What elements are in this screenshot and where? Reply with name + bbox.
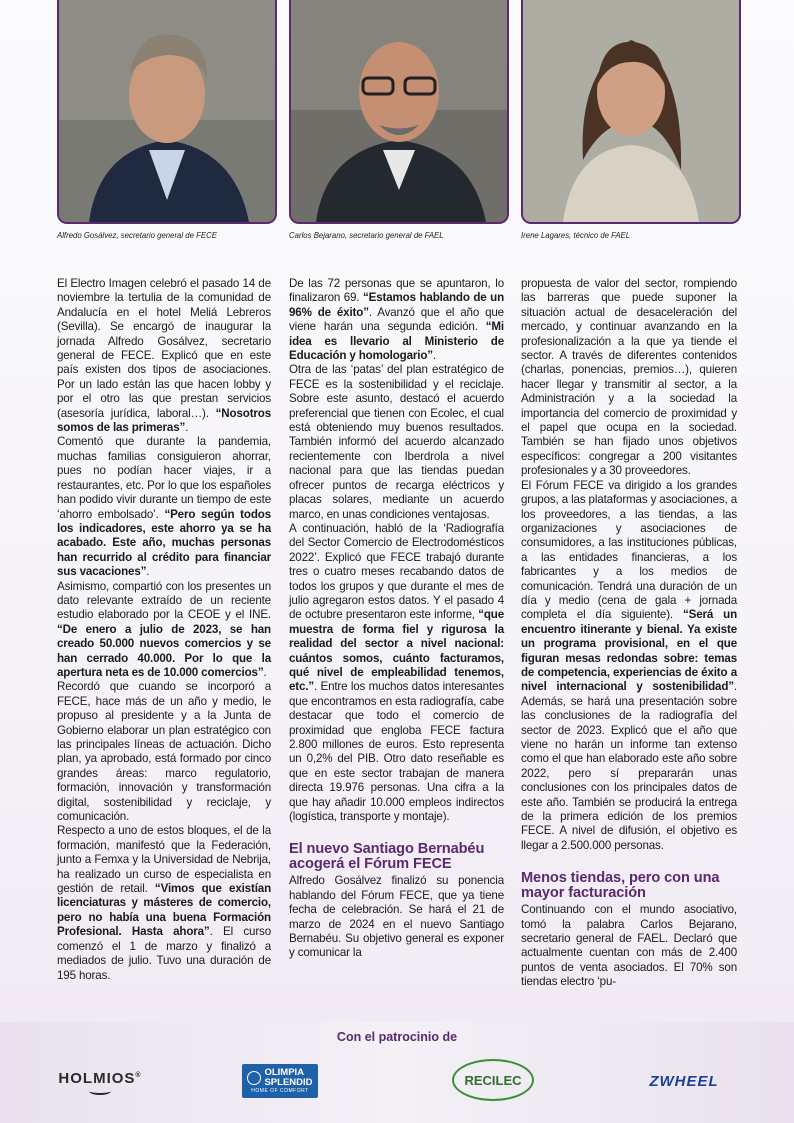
zwheel-logo <box>628 1066 740 1096</box>
paragraph: Asimismo, compartió con los presentes un dato relevante extraído de un reciente estudio elaborado por la CEOE y el INE. “De enero a julio de 2023, se han creado 50.000 nuevos comercios y se han cerrado 40.000. Por lo que la apertura neta es de 10.000 comercios”. <box>57 579 271 679</box>
quote: “Pero según todos los indicadores, este ahorro ya se ha acabado. Este año, muchas personas han recurrido al crédito para financiar sus vacaciones” <box>57 507 271 579</box>
paragraph: Comentó que durante la pandemia, muchas familias consiguieron ahorrar, pues no podían hacer viajes, ir a restaurantes, etc. Por lo que los españoles han podido vivir durante un tiempo de este ‘ahorro embolsado’. “Pero según todos los indicadores, este ahorro ya se ha acabado. Este año, muchas personas han recurrido al crédito para financiar sus vacaciones”. <box>57 435 271 579</box>
paragraph: El Fórum FECE va dirigido a los grandes grupos, a las plataformas y asociaciones, a los proveedores, a las tiendas, a las organizaciones y asociaciones de consumidores, a las instituciones públicas, a las entidades financieras, a los fabricantes y a los medios de comunicación. Tendrá una duración de un día y medio (cena de gala + jornada completa el día siguiente). “Será un encuentro itinerante y bienal. Ya existe un programa provisional, en el que figuran mesas redondas sobre: temas de competencia, experiencias de éxito a nivel internacional y sostenibilidad”. Además, se hará una presentación sobre las conclusiones de la radiografía del sector de 2023. Explicó que el año que viene no harán un informe tan extenso como el que han elaborado este año sobre 2022, pero sí prepararán unas conclusiones con los principales datos de este año. También se producirá la entrega de la primera edición de los premios FECE. A nivel de difusión, el objetivo es llegar a 2.500.000 personas. <box>521 478 738 852</box>
photo-caption: Irene Lagares, técnico de FAEL <box>521 231 631 240</box>
paragraph: A continuación, habló de la ‘Radiografía del Sector Comercio de Electrodomésticos 2022’. Explicó que FECE trabajó durante tres o cuatro meses recabando datos de todos los grupos y que durante el mes de julio agregaron estos datos. Y el pasado 4 de octubre presentaron este informe, “que muestra de forma fiel y rigurosa la realidad del sector a nivel nacional: cuántos somos, cuánto facturamos, qué nivel de empleabilidad tenemos, etc.”. Entre los muchos datos interesantes que encontramos en esta radiografía, cabe destacar que todo el comercio de proximidad que engloba FECE factura 2.800 millones de euros. Esto representa un 0,2% del PIB. Otro dato reseñable es que en este sector trabajan de manera directa 19.976 personas. Una cifra a la que hay añadir 10.000 empleos indirectos (logística, transporte y montaje). <box>289 521 504 824</box>
photo-caption: Alfredo Gosálvez, secretario general de FECE <box>57 231 217 240</box>
olimpia-line-2: SPLENDID <box>264 1077 313 1088</box>
holmios-wordmark: HOLMIOS <box>58 1069 136 1087</box>
article-column-3 <box>521 277 737 990</box>
quote: “Vimos que existían licenciaturas y másteres de comercio, pero no había una buena Formación Profesional. Hasta ahora” <box>57 882 271 939</box>
paragraph: Respecto a uno de estos bloques, el de la formación, manifestó que la Federación, junto a Femxa y la Universidad de Nebrija, ha realizado un curso de especialista en gestión de retail. “Vimos que existían licenciaturas y másteres de comercio, pero no había una buena Formación Profesional. Hasta ahora”. El curso comenzó el 1 de marzo y finalizó a mediados de julio. Tuvo una duración de 195 horas. <box>57 824 272 982</box>
paragraph: Continuando con el mundo asociativo, tomó la palabra Carlos Bejarano, secretario general de FAEL. Declaró que actualmente cuentan con más de 2.400 puntos de venta asociados. El 70% son tiendas electro ‘pu- <box>521 903 737 989</box>
paragraph: El Electro Imagen celebró el pasado 14 de noviembre la tertulia de la comunidad de Andalucía en el hotel Meliá Lebreros (Sevilla). Se encargó de inaugurar la jornada Alfredo Gosálvez, secretario general de FECE. Explicó que en este país existen dos tipos de asociaciones. Por un lado están las que hacen lobby y por el otro las que prestan servicios (asesoría jurídica, laboral…). “Nosotros somos de las primeras”. <box>57 277 271 435</box>
photo-caption: Carlos Bejarano, secretario general de FAEL <box>289 231 444 240</box>
paragraph: De las 72 personas que se apuntaron, lo finalizaron 69. “Estamos hablando de un 96% de éxito”. Avanzó que el año que viene harán una segunda edición. “Mi idea es llevario al Ministerio de Educación y homologario”. <box>289 277 504 363</box>
recilec-wordmark: RECILEC <box>464 1072 522 1088</box>
olimpia-emblem-icon <box>247 1071 261 1085</box>
photo-alfredo-gosalvez <box>57 0 277 224</box>
paragraph: propuesta de valor del sector, rompiendo las barreras que puede suponer la situación actual de desaceleración del mercado, y continuar avanzando en la profesionalización a la que ya tiende el sector. A través de diferentes contenidos (charlas, ponencias, premios…), quieren hacer llegar y transmitir al sector, a la Administración y a la sociedad la importancia del comercio de proximidad y el papel que ocupa en la sociedad. También se han fijado unos objetivos específicos: congregar a 200 visitantes profesionales y a 30 proveedores. <box>521 277 737 478</box>
photo-carlos-bejarano <box>289 0 509 224</box>
holmios-swoosh-icon <box>89 1087 111 1095</box>
photo-irene-lagares <box>521 0 741 224</box>
holmios-logo <box>52 1062 148 1102</box>
portrait-image <box>523 0 739 222</box>
recilec-logo <box>452 1060 534 1100</box>
article-column-1 <box>57 277 271 983</box>
paragraph: Alfredo Gosálvez finalizó su ponencia hablando del Fórum FECE, que ya tiene fecha de celebración. Se hará el 21 de marzo de 2024 en el nuevo Santiago Bernabéu. Su objetivo general es exponer y comunicar la <box>289 874 504 960</box>
quote: “De enero a julio de 2023, se han creado 50.000 nuevos comercios y se han cerrado 40.000. Por lo que la apertura neta es de 10.000 comercios” <box>57 622 271 679</box>
portrait-image <box>291 0 507 222</box>
quote: “Nosotros somos de las primeras” <box>57 406 271 435</box>
article-column-2 <box>289 277 504 961</box>
section-heading: El nuevo Santiago Bernabéu acogerá el Fórum FECE <box>289 841 485 873</box>
paragraph: Recordó que cuando se incorporó a FECE, hace más de un año y medio, le propuso al presidente y a la Junta de Gobierno elaborar un plan estratégico con las principales líneas de actuación. Dicho plan, ya aprobado, está formado por cinco grandes áreas: marco regulatorio, formación, innovación y transformación digital, sostenibilidad y reciclaje, y comunicación. <box>57 680 271 824</box>
sponsor-title: Con el patrocinio de <box>336 1030 458 1044</box>
portrait-image <box>59 0 275 222</box>
section-heading: Menos tiendas, pero con una mayor facturación <box>521 870 720 902</box>
zwheel-wordmark: ZWHEEL <box>649 1072 719 1090</box>
quote: “Estamos hablando de un 96% de éxito” <box>289 291 504 319</box>
sponsor-bar <box>0 1022 794 1123</box>
registered-mark: ® <box>135 1071 142 1079</box>
olimpia-tagline: HOME OF COMFORT <box>251 1088 309 1094</box>
quote: “Mi idea es llevario al Ministerio de Educación y homologario” <box>289 320 504 363</box>
quote: “que muestra de forma fiel y rigurosa la realidad del sector a nivel nacional: cuántos somos, cuánto facturamos, qué nivel de empleabilidad tenemos, etc.” <box>289 608 504 694</box>
olimpia-splendid-logo <box>242 1064 318 1098</box>
quote: “Será un encuentro itinerante y bienal. Ya existe un programa provisional, en el que figuran mesas redondas sobre: temas de competencia, experiencias de éxito a nivel internacional y sostenibilidad” <box>521 608 738 694</box>
paragraph: Otra de las ‘patas’ del plan estratégico de FECE es la sostenibilidad y el reciclaje. Sobre este asunto, destacó el acuerdo preferencial que tienen con Ecolec, el cual está obteniendo muy buenos resultados. También informó del acuerdo alcanzado recientemente con Iberdrola a nivel nacional para que las tiendas puedan ofrecer puntos de recarga eléctricos y placas solares, mediante un acuerdo marco, en unas condiciones ventajosas. <box>289 363 504 521</box>
olimpia-line-1: OLIMPIA <box>264 1067 305 1078</box>
